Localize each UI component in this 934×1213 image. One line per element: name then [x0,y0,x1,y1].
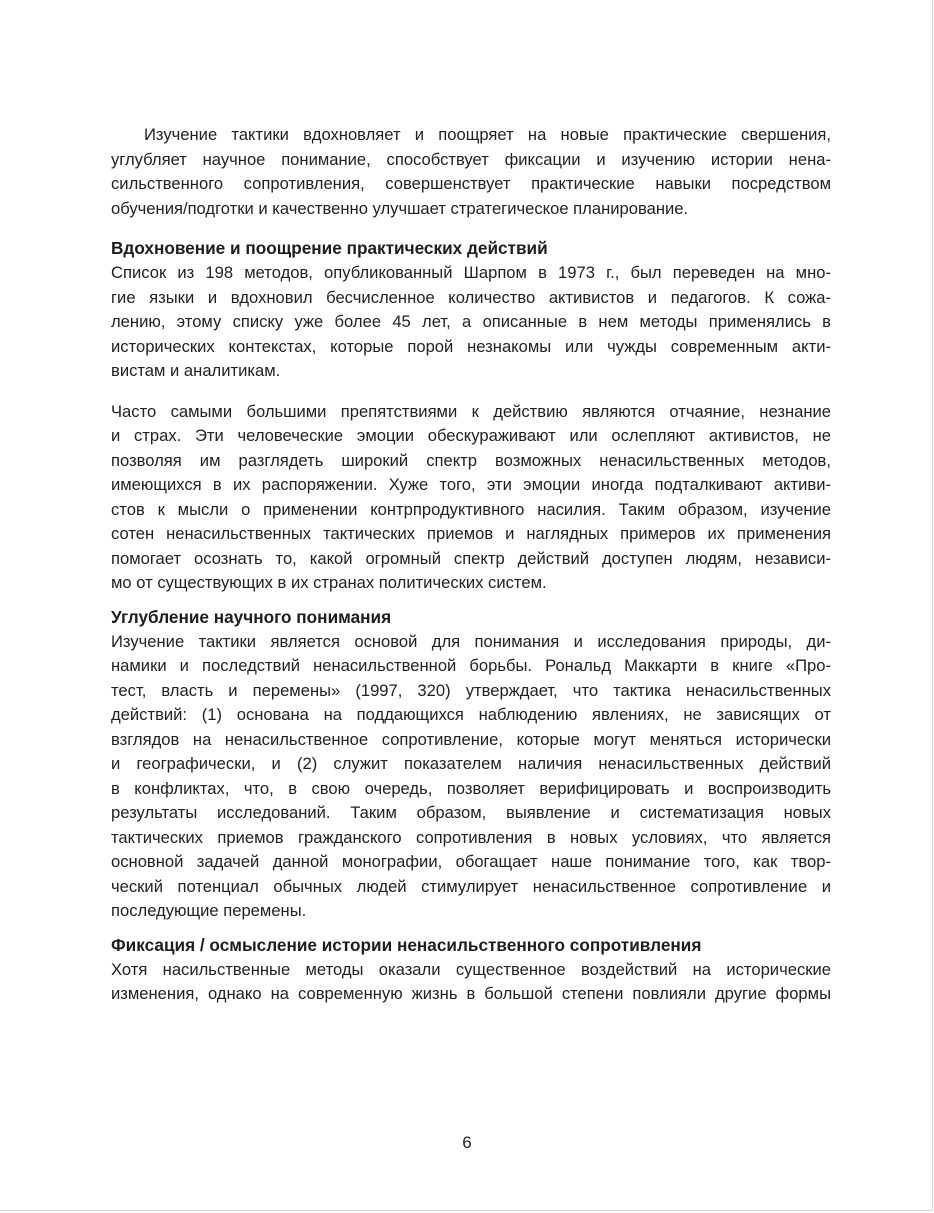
text-line: тест, власть и перемены» (1997, 320) утверждает, что тактика ненасильственных [111,680,831,700]
text-line: Хотя насильственные методы оказали существенное воздействий на исторические [111,959,831,979]
text-line: имеющихся в их распоряжении. Хуже того, эти эмоции иногда подталкивают активи- [111,475,831,494]
text-line: стов к мысли о применении контрпродуктивного насилия. Таким образом, изучение [111,499,831,519]
text-line: мо от существующих в их странах политических систем. [111,573,547,592]
text-line: в конфликтах, что, в свою очередь, позволяет верифицировать и воспроизводить [111,778,831,798]
text-line: Изучение тактики является основой для понимания и исследования природы, ди- [111,631,831,651]
text-line: позволяя им разглядеть широкий спектр возможных ненасильственных методов, [111,450,831,470]
text-line: тактических приемов гражданского сопротивления в новых условиях, что является [111,827,831,847]
section-heading-scientific-understanding: Углубление научного понимания [111,606,392,627]
text-line: и географически, и (2) служит показателем наличия ненасильственных действий [111,754,831,773]
page-content [111,123,831,1007]
section1-paragraph-1 [111,261,831,384]
text-line: сотен ненасильственных тактических приемов и наглядных примеров их применения [111,524,831,543]
text-line: гие языки и вдохновил бесчисленное количество активистов и педагогов. К сожа- [111,287,831,307]
text-line: намики и последствий ненасильственной борьбы. Рональд Маккарти в книге «Про- [111,656,831,675]
section-heading-inspiration: Вдохновение и поощрение практических действий [111,238,548,258]
text-line: действий: (1) основана на поддающихся наблюдению явлениях, не зависящих от [111,705,831,724]
text-line: Изучение тактики вдохновляет и поощряет на новые практические свершения, [144,125,831,144]
text-line: результаты исследований. Таким образом, выявление и систематизация новых [111,803,831,822]
text-line: Часто самыми большими препятствиями к действию являются отчаяние, незнание [111,401,831,421]
text-line: и страх. Эти человеческие эмоции обескураживают или ослепляют активистов, не [111,426,831,445]
section3-paragraph-1 [111,958,831,1007]
text-line: ческий потенциал обычных людей стимулирует ненасильственное сопротивление и [111,876,831,896]
text-line: изменения, однако на современную жизнь в большой степени повлияли другие формы [111,984,831,1003]
text-line: помогает осознать то, какой огромный спектр действий доступен людям, независи- [111,548,831,568]
text-line: последующие перемены. [111,901,307,920]
text-line: Список из 198 методов, опубликованный Шарпом в 1973 г., был переведен на мно- [111,263,831,282]
text-line: сильственного сопротивления, совершенствует практические навыки посредством [111,174,831,193]
section1-paragraph-2 [111,400,831,596]
text-line: углубляет научное понимание, способствует фиксации и изучению истории нена- [111,149,831,169]
text-line: исторических контекстах, которые порой незнакомы или чужды современным акти- [111,336,831,356]
text-line: взглядов на ненасильственное сопротивление, которые могут меняться исторически [111,729,831,749]
text-line: вистам и аналитикам. [111,361,281,380]
section-heading-history-fixation: Фиксация / осмысление истории ненасильственного сопротивления [111,934,702,955]
intro-paragraph [111,123,831,221]
section2-paragraph-1 [111,630,831,924]
page-number: 6 [462,1133,472,1152]
text-line: основной задачей данной монографии, обогащает наше понимание того, как твор- [111,852,831,871]
text-line: лению, этому списку уже более 45 лет, а описанные в нем методы применялись в [111,312,831,331]
text-line: обучения/подготки и качественно улучшает стратегическое планирование. [111,198,689,218]
